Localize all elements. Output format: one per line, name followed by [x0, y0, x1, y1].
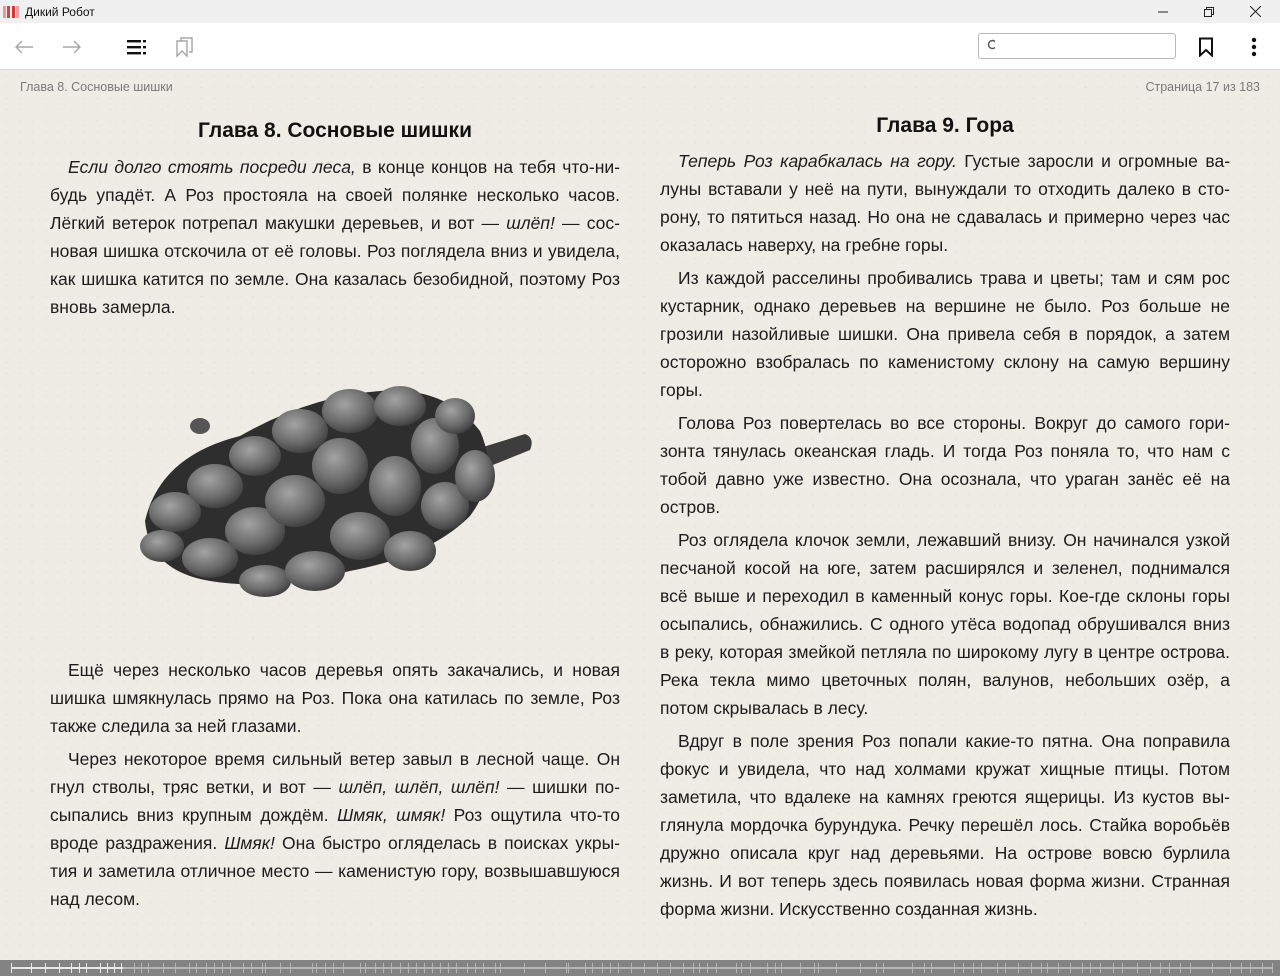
- chapter-tick[interactable]: [644, 963, 645, 973]
- arrow-right-icon: [62, 39, 82, 55]
- italic-text: шлёп!: [506, 213, 555, 233]
- chapter-tick[interactable]: [800, 963, 801, 973]
- chapter-tick[interactable]: [963, 963, 964, 973]
- italic-text: Шмяк!: [224, 833, 275, 853]
- chapter-tick[interactable]: [1100, 963, 1101, 973]
- chapter-tick[interactable]: [1137, 963, 1138, 973]
- chapter-title: Глава 8. Сосновые шишки: [198, 119, 472, 142]
- chapter-tick[interactable]: [408, 963, 409, 973]
- chapter-tick[interactable]: [693, 963, 694, 973]
- chapter-tick[interactable]: [618, 963, 619, 973]
- chapter-tick[interactable]: [1018, 963, 1019, 973]
- chapter-tick[interactable]: [602, 963, 603, 973]
- toolbar: [0, 23, 1280, 70]
- chapter-tick[interactable]: [931, 963, 932, 973]
- paragraph: [50, 745, 620, 913]
- chapter-tick[interactable]: [707, 963, 708, 973]
- chapter-tick[interactable]: [610, 963, 611, 973]
- chapter-tick[interactable]: [1241, 963, 1242, 973]
- chapter-tick[interactable]: [585, 963, 586, 973]
- minimize-icon: [1158, 7, 1168, 17]
- chapter-tick[interactable]: [1230, 963, 1231, 973]
- paragraph: Вдруг в поле зрения Роз попали какие-то пятна. Она поправила фокус и увидела, что над холмами кружат хищные птицы. Потом заметила, что вдалеке на камнях греются ящерицы. Из кустов выглянула мордочка бурундука. Речку перешёл лось. Стайка воробьёв дружно описала круг над деревьями. На острове вовсю бурлила жизнь. И вот теперь здесь появилась новая форма жизни. Странная форма жизни. Искусственно созданная жизнь.: [660, 731, 1230, 919]
- chapter-tick[interactable]: [592, 963, 593, 973]
- bookmark-icon: [1198, 37, 1214, 57]
- chapter-tick[interactable]: [500, 963, 501, 973]
- title-bar: [0, 0, 1280, 23]
- chapter-tick[interactable]: [262, 963, 263, 973]
- chapter-tick[interactable]: [775, 963, 776, 973]
- chapter-tick[interactable]: [416, 963, 417, 973]
- chapter-tick[interactable]: [1150, 963, 1151, 973]
- chapter-tick[interactable]: [280, 963, 281, 973]
- chapter-tick[interactable]: [456, 963, 457, 973]
- forward-button[interactable]: [52, 23, 92, 70]
- more-vertical-icon: [1251, 37, 1257, 57]
- page-indicator: Страница 17 из 183: [1145, 80, 1260, 94]
- chapter-tick[interactable]: [290, 963, 291, 973]
- paragraph: [660, 147, 1230, 259]
- chapter-tick[interactable]: [1190, 963, 1191, 973]
- chapter-tick[interactable]: [175, 963, 176, 973]
- chapter-tick[interactable]: [883, 963, 884, 973]
- chapter-tick[interactable]: [391, 963, 392, 973]
- chapter-tick[interactable]: [333, 963, 334, 973]
- chapter-tick[interactable]: [121, 963, 122, 973]
- chapter-tick[interactable]: [400, 963, 401, 973]
- chapter-tick[interactable]: [71, 963, 72, 973]
- paragraph: [50, 153, 620, 321]
- chapter-tick[interactable]: [973, 963, 974, 973]
- italic-text: Теперь Роз карабкалась на гору.: [678, 151, 957, 171]
- chapter-tick[interactable]: [206, 963, 207, 973]
- chapter-tick[interactable]: [1070, 963, 1071, 973]
- chapter-tick[interactable]: [1113, 963, 1114, 973]
- chapter-tick[interactable]: [1082, 963, 1083, 973]
- italic-text: Если долго стоять посреди леса,: [68, 157, 356, 177]
- chapter-tick[interactable]: [432, 963, 433, 973]
- chapter-tick[interactable]: [750, 963, 751, 973]
- paragraph: Голова Роз повертелась во все стороны. Вокруг до самого горизонта тянулась океанская гладь. И тогда Роз поняла то, что нам с тобой давно уже известно. Она осознала, что ураган занёс её на остров.: [660, 413, 1230, 517]
- chapter-tick[interactable]: [836, 963, 837, 973]
- chapter-tick[interactable]: [954, 963, 955, 973]
- chapter-tick[interactable]: [1090, 963, 1091, 973]
- chapter-tick[interactable]: [45, 963, 46, 973]
- chapter-tick[interactable]: [343, 963, 344, 973]
- chapter-tick[interactable]: [222, 963, 223, 973]
- chapter-tick[interactable]: [475, 963, 476, 973]
- close-button[interactable]: [1232, 0, 1278, 23]
- chapter-tick[interactable]: [86, 963, 87, 973]
- chapter-tick[interactable]: [912, 963, 913, 973]
- chapter-tick[interactable]: [997, 963, 998, 973]
- chapter-tick[interactable]: [736, 963, 737, 973]
- chapter-tick[interactable]: [365, 963, 366, 973]
- text-span: Роз ощутила что-то вроде раздражения.: [50, 805, 620, 853]
- chapter-tick[interactable]: [741, 963, 742, 973]
- text-span: Густые заросли и огромные валуны вставали у неё на пути, вынуждали то отходить далеко в сторону, то пятиться назад. Но она не сдавалась и примерно через час оказалась наверху, на гребне горы.: [660, 151, 1231, 255]
- left-page: [50, 117, 620, 918]
- chapter-tick[interactable]: [545, 963, 546, 973]
- table-of-contents-button[interactable]: [117, 23, 157, 70]
- chapter-tick[interactable]: [230, 963, 231, 973]
- chapter-tick[interactable]: [163, 963, 164, 973]
- chapter-tick[interactable]: [683, 963, 684, 973]
- chapter-tick[interactable]: [495, 963, 496, 973]
- chapter-tick[interactable]: [1180, 963, 1181, 973]
- restore-icon: [1204, 7, 1214, 17]
- text-span: — сосновая шишка отскочила от её головы. Роз поглядела вниз и увидела, как шишка катится по земле. Она казалась безобидной, поэтому Роз вновь замерла.: [50, 213, 620, 317]
- chapter-tick[interactable]: [981, 963, 982, 973]
- chapter-tick[interactable]: [79, 963, 80, 973]
- chapter-tick[interactable]: [818, 963, 819, 973]
- close-icon: [1250, 6, 1261, 17]
- paragraph: Роз оглядела клочок земли, лежавший внизу. Он начинался узкой песчаной косой на юге, затем расширялся и зеленел, поднимался всё выше и переходил в каменный конус горы. Кое-где склоны горы осыпались, обнажились. С одного утёса водопад обрушивался вниз в реку, которая змейкой петляла по широкому лугу в центре острова. Река текла мимо цветочных полян, валунов, небольших озёр, а потом скрывалась в лесу.: [660, 530, 1230, 718]
- chapter-tick[interactable]: [243, 963, 244, 973]
- chapter-tick[interactable]: [670, 963, 671, 973]
- chapter-tick[interactable]: [424, 963, 425, 973]
- text-span: Она быстро огляделась в поисках укрытия и заметила отличное место — каменистую гору, возвышавшуюся над лесом.: [50, 833, 620, 909]
- chapter-tick[interactable]: [196, 963, 197, 973]
- chapter-tick[interactable]: [312, 963, 313, 973]
- italic-text: шлёп, шлёп, шлёп!: [338, 777, 500, 797]
- reading-area[interactable]: [0, 71, 1280, 960]
- chapter-tick[interactable]: [716, 963, 717, 973]
- chapter-tick[interactable]: [31, 963, 32, 973]
- bookmarks-list-button[interactable]: [165, 23, 205, 70]
- more-menu-button[interactable]: [1234, 23, 1274, 70]
- running-header-chapter: Глава 8. Сосновые шишки: [20, 80, 173, 94]
- chapter-tick[interactable]: [631, 963, 632, 973]
- chapter-tick[interactable]: [566, 963, 567, 973]
- chapter-tick[interactable]: [1122, 963, 1123, 973]
- search-field[interactable]: [978, 33, 1176, 59]
- italic-text: Шмяк, шмяк!: [337, 805, 446, 825]
- pine-cone-illustration: [50, 326, 620, 656]
- minimize-button[interactable]: [1140, 0, 1186, 23]
- chapter-tick[interactable]: [148, 963, 149, 973]
- chapter-tick[interactable]: [375, 963, 376, 973]
- chapter-tick[interactable]: [924, 963, 925, 973]
- restore-button[interactable]: [1186, 0, 1232, 23]
- contents-list-icon: [126, 38, 148, 56]
- chapter-tick[interactable]: [214, 963, 215, 973]
- chapter-tick[interactable]: [114, 963, 115, 973]
- back-button[interactable]: [4, 23, 44, 70]
- chapter-tick[interactable]: [1047, 963, 1048, 973]
- chapter-tick[interactable]: [814, 963, 815, 973]
- chapter-tick[interactable]: [467, 963, 468, 973]
- paragraph: Из каждой расселины пробивались трава и цветы; там и сям рос кустарник, однако деревьев на вершине не было. Роз больше не грозили назойливые шишки. Она привела себя в порядок, а затем осторожно взобралась по каменистому склону на самую вершину горы.: [660, 268, 1230, 400]
- chapter-tick[interactable]: [316, 963, 317, 973]
- chapter-tick[interactable]: [440, 963, 441, 973]
- add-bookmark-button[interactable]: [1186, 23, 1226, 70]
- chapter-tick[interactable]: [860, 963, 861, 973]
- chapter-tick[interactable]: [383, 963, 384, 973]
- chapter-tick[interactable]: [1250, 963, 1251, 973]
- chapter-tick[interactable]: [876, 963, 877, 973]
- chapter-title: Глава 9. Гора: [876, 114, 1014, 137]
- arrow-left-icon: [14, 39, 34, 55]
- chapter-tick[interactable]: [524, 963, 525, 973]
- chapter-tick[interactable]: [1262, 963, 1263, 973]
- book-app-icon: [3, 5, 19, 19]
- bookmarks-list-icon: [175, 36, 195, 58]
- chapter-tick[interactable]: [767, 963, 768, 973]
- text-span: — шишки посыпались вниз крупным дождём.: [50, 777, 620, 825]
- chapter-tick[interactable]: [1041, 963, 1042, 973]
- search-icon: [987, 39, 995, 53]
- chapter-tick[interactable]: [265, 963, 266, 973]
- chapter-tick[interactable]: [360, 963, 361, 973]
- window-title: Дикий Робот: [25, 4, 95, 19]
- chapter-tick[interactable]: [1272, 963, 1273, 973]
- chapter-tick[interactable]: [1058, 963, 1059, 973]
- text-span: Через некоторое время сильный ветер завыл в лесной чаще. Он гнул стволы, тряс ветки, и вот —: [50, 749, 620, 797]
- chapter-tick[interactable]: [483, 963, 484, 973]
- right-page: [660, 112, 1230, 928]
- chapter-tick[interactable]: [107, 963, 108, 973]
- book-progress-slider[interactable]: [0, 960, 1280, 976]
- search-input[interactable]: [995, 35, 1175, 57]
- chapter-tick[interactable]: [134, 963, 135, 973]
- chapter-tick[interactable]: [657, 963, 658, 973]
- chapter-tick[interactable]: [781, 963, 782, 973]
- chapter-tick[interactable]: [141, 963, 142, 973]
- chapter-tick[interactable]: [1169, 963, 1170, 973]
- chapter-tick[interactable]: [1005, 963, 1006, 973]
- chapter-tick[interactable]: [189, 963, 190, 973]
- chapter-tick[interactable]: [1212, 963, 1213, 973]
- chapter-tick[interactable]: [699, 963, 700, 973]
- chapter-tick[interactable]: [59, 963, 60, 973]
- pine-cone-image: [50, 326, 620, 656]
- chapter-tick[interactable]: [1031, 963, 1032, 973]
- chapter-tick[interactable]: [11, 963, 12, 973]
- text-span: в конце концов на тебя что-нибудь упадёт. А Роз простояла на своей полянке несколько часов. Лёгкий ветерок потрепал макушки деревьев, и вот —: [50, 157, 620, 233]
- chapter-tick[interactable]: [1160, 963, 1161, 973]
- chapter-tick[interactable]: [251, 963, 252, 973]
- paragraph: Ещё через несколько часов деревья опять закачались, и новая шишка шмякнулась прямо на Роз. Пока она катилась по земле, Роз также следила за ней глазами.: [50, 660, 620, 736]
- chapter-tick[interactable]: [100, 963, 101, 973]
- chapter-tick[interactable]: [568, 963, 569, 973]
- chapter-tick[interactable]: [325, 963, 326, 973]
- chapter-tick[interactable]: [448, 963, 449, 973]
